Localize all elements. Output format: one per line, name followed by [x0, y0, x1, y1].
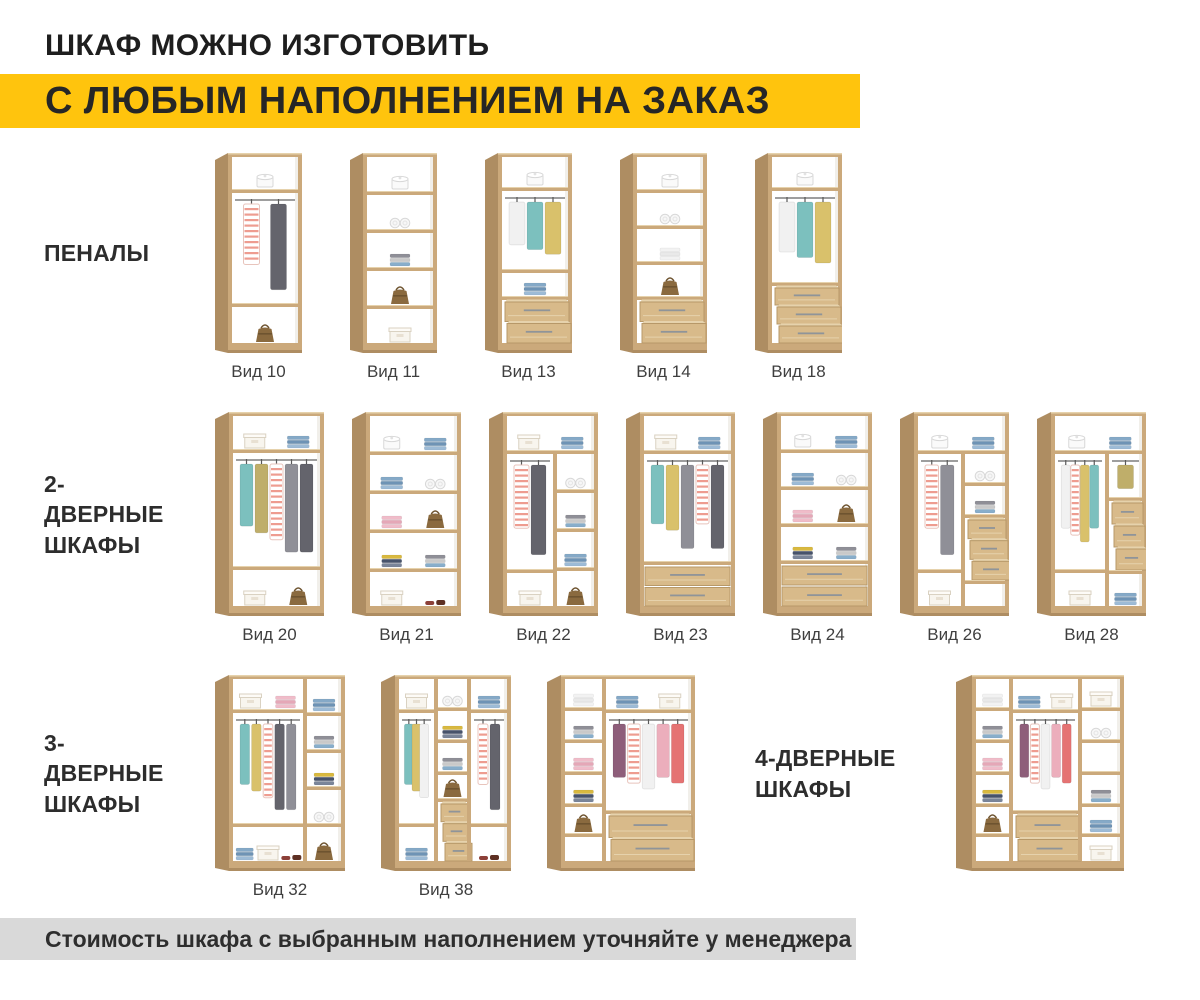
wardrobe-vid-14 [620, 153, 707, 382]
wardrobe-four-door-1 [956, 675, 1124, 900]
row-label-line: 4-ДВЕРНЫЕ [755, 745, 896, 772]
row-label-four-door [745, 743, 921, 804]
subtitle-highlight-bar [0, 74, 860, 128]
wardrobe-caption: Вид 10 [231, 362, 286, 381]
row-label-line: ШКАФЫ [755, 775, 852, 802]
page-title: ШКАФ МОЖНО ИЗГОТОВИТЬ [45, 29, 490, 62]
wardrobe-caption: Вид 22 [516, 625, 571, 644]
wardrobe-caption: Вид 38 [418, 880, 474, 899]
wardrobe-illustration [1037, 412, 1146, 616]
wardrobe-vid-26 [900, 412, 1009, 645]
footer-note-text: Стоимость шкафа с выбранным наполнением уточняйте у менеджера [45, 925, 852, 952]
wardrobe-vid-32 [215, 675, 345, 900]
wardrobe-caption: Вид 14 [636, 362, 691, 381]
wardrobe-illustration [755, 153, 842, 353]
wardrobe-illustration [215, 153, 302, 353]
wardrobe-illustration [215, 412, 324, 616]
wardrobe-list-penaly [215, 153, 842, 382]
wardrobe-caption: Вид 18 [771, 362, 826, 381]
header [0, 0, 1200, 128]
row-3 [0, 675, 1200, 900]
wardrobe-illustration [381, 675, 511, 871]
wardrobe-caption: Вид 20 [242, 625, 297, 644]
wardrobe-vid-20 [215, 412, 324, 645]
wardrobe-illustration [352, 412, 461, 616]
wardrobe-vid-11 [350, 153, 437, 382]
wardrobe-illustration [620, 153, 707, 353]
wardrobe-caption: Вид 28 [1064, 625, 1119, 644]
row-1 [0, 153, 1200, 382]
wardrobe-illustration [900, 412, 1009, 616]
wardrobe-vid-23 [626, 412, 735, 645]
wardrobe-caption: Вид 23 [653, 625, 708, 644]
wardrobe-illustration [956, 675, 1124, 871]
wardrobe-illustration [547, 675, 695, 871]
row-label-three-door [0, 728, 180, 819]
row-label-line: ПЕНАЛЫ [44, 240, 150, 267]
wardrobe-illustration [763, 412, 872, 616]
row-label-line: ШКАФЫ [44, 790, 141, 817]
wardrobe-list-four-door [956, 675, 1124, 900]
row-label-line: 3-ДВЕРНЫЕ [44, 729, 164, 787]
wardrobe-vid-22 [489, 412, 598, 645]
footer-note-bar [0, 918, 856, 960]
wardrobe-list-two-door [215, 412, 1146, 645]
wardrobe-illustration [215, 675, 345, 871]
row-label-line: ШКАФЫ [44, 531, 141, 558]
wardrobe-caption: Вид 21 [379, 625, 434, 644]
wardrobe-three-door-3 [547, 675, 695, 900]
wardrobe-caption: Вид 13 [501, 362, 556, 381]
wardrobe-illustration [485, 153, 572, 353]
row-2 [0, 412, 1200, 645]
wardrobe-caption: Вид 11 [366, 362, 421, 381]
wardrobe-vid-28 [1037, 412, 1146, 645]
wardrobe-vid-21 [352, 412, 461, 645]
wardrobe-caption: Вид 24 [790, 625, 845, 644]
wardrobe-vid-38 [381, 675, 511, 900]
wardrobe-caption: Вид 26 [927, 625, 982, 644]
wardrobe-vid-13 [485, 153, 572, 382]
row-label-line: 2-ДВЕРНЫЕ [44, 470, 164, 528]
subtitle-text: С ЛЮБЫМ НАПОЛНЕНИЕМ НА ЗАКАЗ [45, 79, 770, 122]
wardrobe-vid-24 [763, 412, 872, 645]
wardrobe-illustration [489, 412, 598, 616]
wardrobe-rows [0, 153, 1200, 900]
wardrobe-vid-18 [755, 153, 842, 382]
wardrobe-caption: Вид 32 [252, 880, 308, 899]
wardrobe-vid-10 [215, 153, 302, 382]
wardrobe-illustration [350, 153, 437, 353]
row-label-two-door [0, 469, 180, 560]
wardrobe-illustration [626, 412, 735, 616]
row-label-penaly [0, 238, 180, 268]
wardrobe-list-three-door [215, 675, 695, 900]
